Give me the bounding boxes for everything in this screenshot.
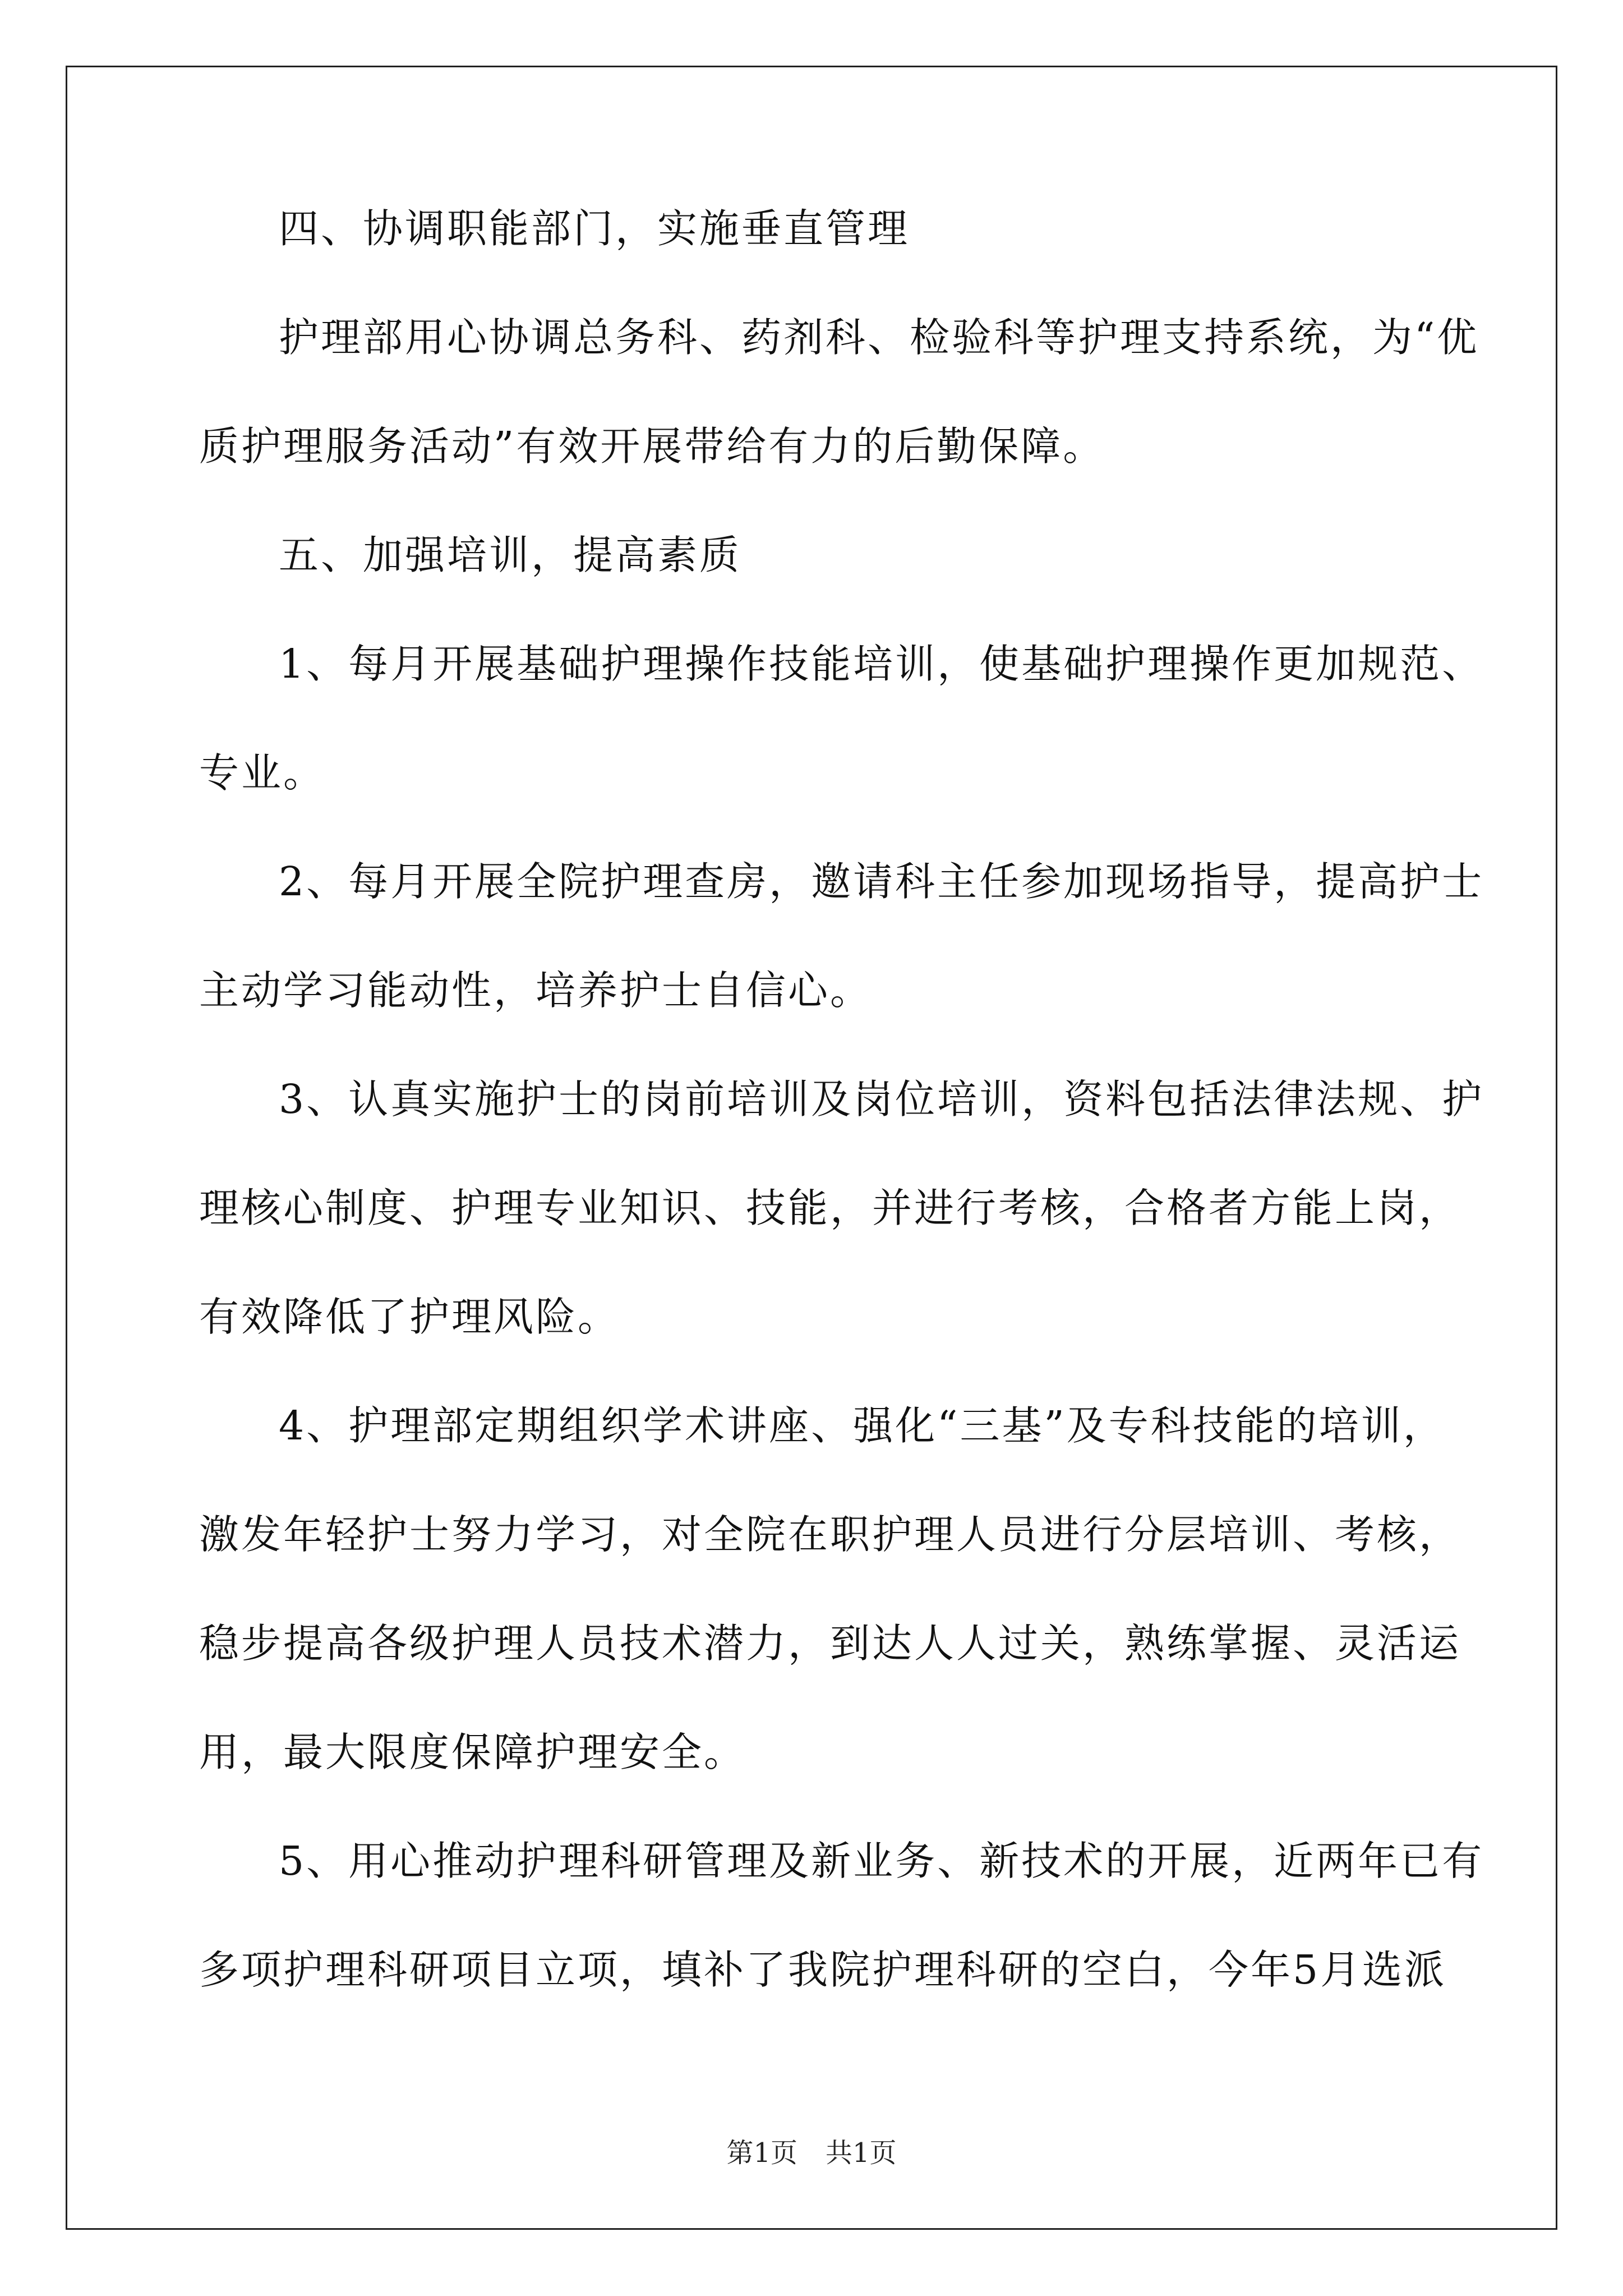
paragraph-line: 1、每月开展基础护理操作技能培训，使基础护理操作更加规范、 [279,641,1484,687]
document-body [199,202,1484,1997]
paragraph-line: 主动学习能动性，培养护士自信心。 [199,967,873,1014]
paragraph-line: 2、每月开展全院护理查房，邀请科主任参加现场指导，提高护士 [279,858,1484,905]
paragraph-line: 护理部用心协调总务科、药剂科、检验科等护理支持系统，为“优 [279,314,1479,361]
paragraph-line: 用，最大限度保障护理安全。 [199,1729,746,1775]
page-total: 共1页 [826,2137,897,2169]
paragraph-line: 多项护理科研项目立项，填补了我院护理科研的空白，今年5月选派 [199,1947,1447,1993]
paragraph-line: 5、用心推动护理科研管理及新业务、新技术的开展，近两年已有 [279,1838,1484,1884]
paragraph-line: 4、护理部定期组织学术讲座、强化“三基”及专科技能的培训， [279,1402,1445,1449]
paragraph-line: 有效降低了护理风险。 [199,1294,620,1340]
paragraph-line: 激发年轻护士努力学习，对全院在职护理人员进行分层培训、考核， [199,1511,1461,1558]
paragraph-line: 稳步提高各级护理人员技术潜力，到达人人过关，熟练掌握、灵活运 [199,1620,1461,1667]
paragraph-line: 质护理服务活动”有效开展带给有力的后勤保障。 [199,423,1105,470]
paragraph-line: 专业。 [199,749,326,796]
section-heading-5: 五、加强培训，提高素质 [279,532,742,578]
paragraph-line: 3、认真实施护士的岗前培训及岗位培训，资料包括法律法规、护 [279,1076,1484,1122]
paragraph-line: 理核心制度、护理专业知识、技能，并进行考核，合格者方能上岗， [199,1185,1461,1231]
page-footer [0,2136,1623,2170]
page-number: 第1页 [726,2137,797,2169]
section-heading-4: 四、协调职能部门，实施垂直管理 [279,205,910,252]
